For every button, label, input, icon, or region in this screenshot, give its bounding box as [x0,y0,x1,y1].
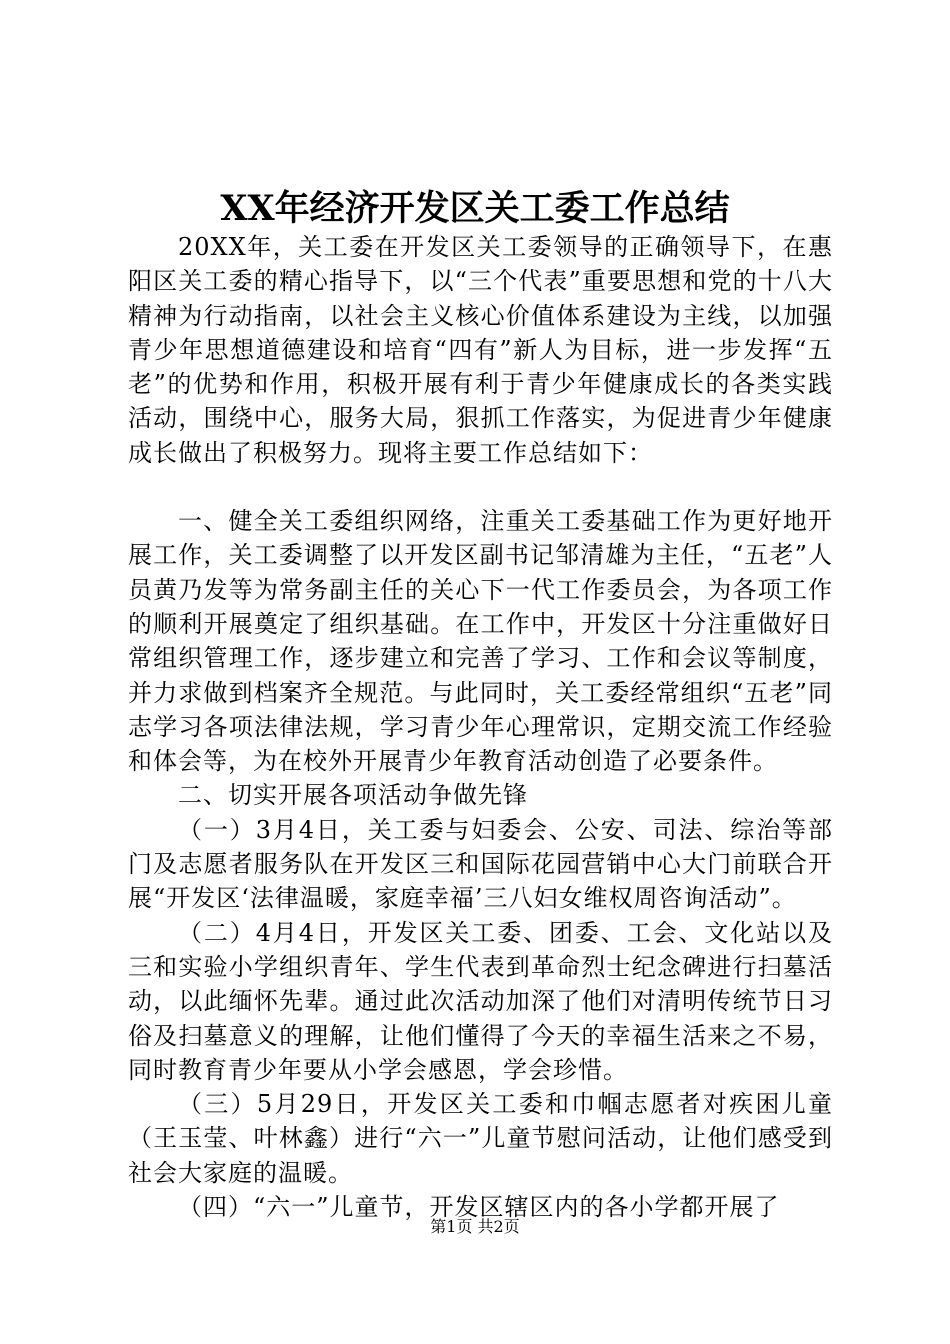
page-footer: 第1页 共2页 [430,1217,520,1236]
paragraph-section-2-heading: 二、切实开展各项活动争做先锋 [178,781,528,810]
paragraph-spacer [128,470,833,504]
paragraph-section-1: 一、健全关工委组织网络，注重关工委基础工作为更好地开展工作，关工委调整了以开发区副书记邹清雄为主任，“五老”人员黄乃发等为常务副主任的关心下一代工作委员会，为各项工作的顺利开展奠定了组织基础。在工作中，开发区十分注重做好日常组织管理工作，逐步建立和完善了学习、工作和会议等制度，并力求做到档案齐全规范。与此同时，关工委经常组织“五老”同志学习各项法律法规，学习青少年心理常识，定期交流工作经验和体会等，为在校外开展青少年教育活动创造了必要条件。 [128,507,833,776]
paragraph-intro: 20XX年，关工委在开发区关工委领导的正确领导下，在惠阳区关工委的精心指导下，以“三个代表”重要思想和党的十八大精神为行动指南，以社会主义核心价值体系建设为主线，以加强青少年思想道德建设和培育“四有”新人为目标，进一步发挥“五老”的优势和作用，积极开展有利于青少年健康成长的各类实践活动，围绕中心，服务大局，狠抓工作落实，为促进青少年健康成长做出了积极努力。现将主要工作总结如下： [128,233,833,467]
paragraph-item-3: （三）5月29日，开发区关工委和巾帼志愿者对疾困儿童（王玉莹、叶林鑫）进行“六一”儿童节慰问活动，让他们感受到社会大家庭的温暖。 [128,1090,833,1187]
paragraph-item-4: （四）“六一”儿童节，开发区辖区内的各小学都开展了 [178,1193,780,1222]
document-body [128,230,833,1224]
paragraph-item-1: （一）3月4日，关工委与妇委会、公安、司法、综治等部门及志愿者服务队在开发区三和国际花园营销中心大门前联合开展“开发区‘法律温暖，家庭幸福’三八妇女维权周咨询活动”。 [128,815,833,913]
paragraph-item-2: （二）4月4日，开发区关工委、团委、工会、文化站以及三和实验小学组织青年、学生代表到革命烈士纪念碑进行扫墓活动，以此缅怀先辈。通过此次活动加深了他们对清明传统节日习俗及扫墓意义的理解，让他们懂得了今天的幸福生活来之不易，同时教育青少年要从小学会感恩，学会珍惜。 [128,918,833,1084]
document-title: XX年经济开发区关工委工作总结 [220,188,730,229]
